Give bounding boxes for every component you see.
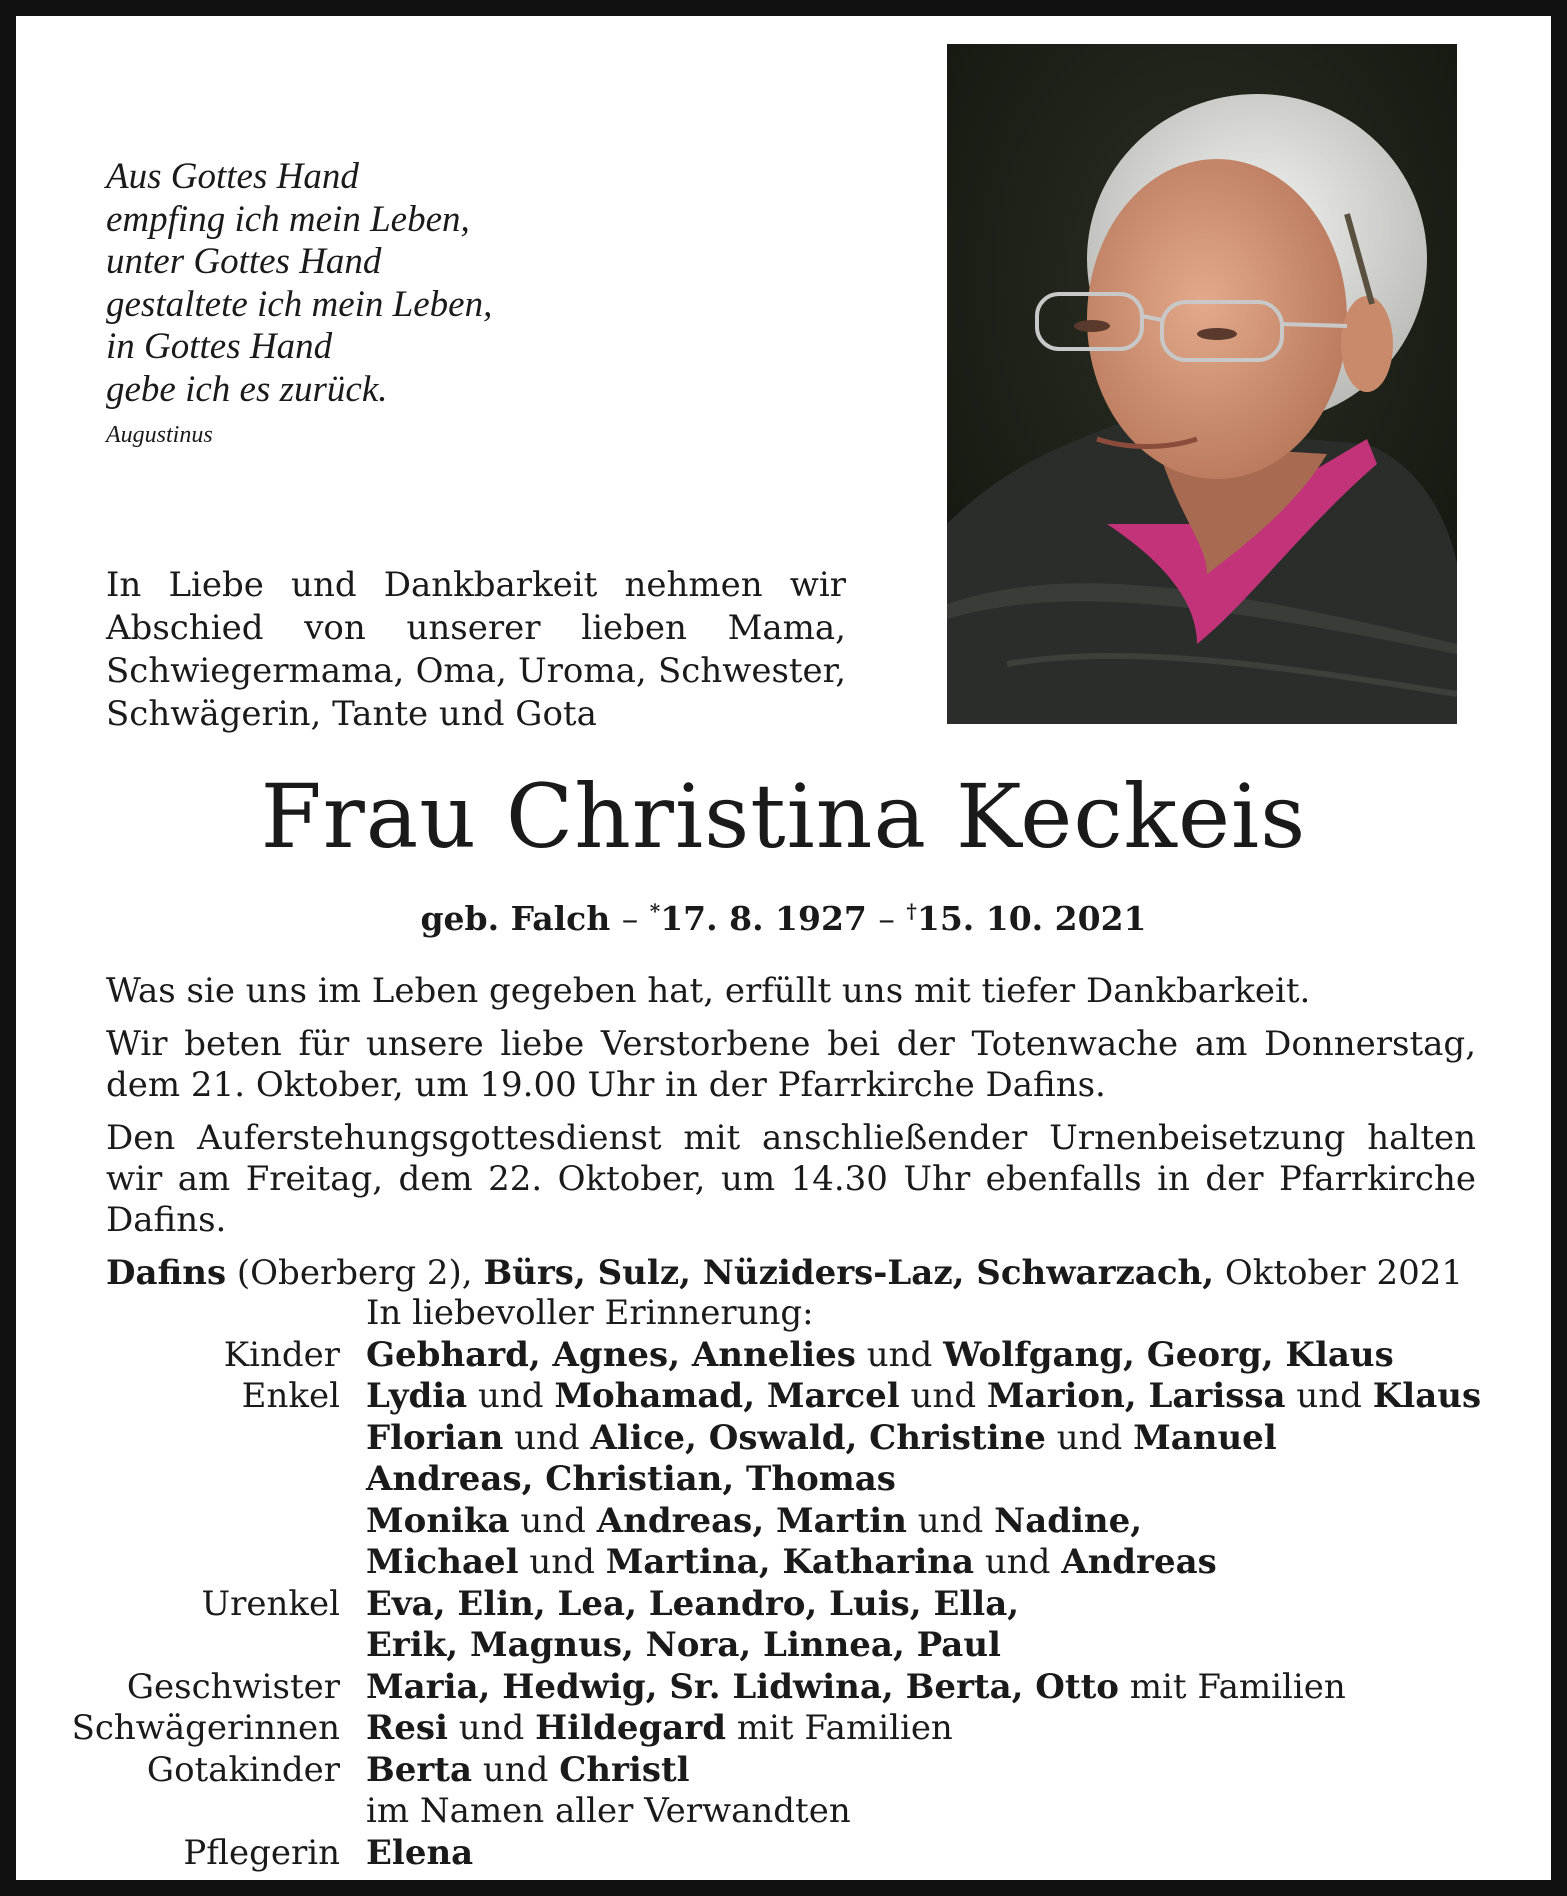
family-label: Enkel [241, 1376, 340, 1416]
quote-line: in Gottes Hand [106, 326, 333, 367]
bible-quote [106, 156, 666, 451]
family-names: Maria, Hedwig, Sr. Lidwina, Berta, Otto [366, 1666, 1119, 1707]
conjunction: und [529, 1542, 595, 1582]
family-names: Monika [366, 1500, 510, 1541]
family-names: Gebhard, Agnes, Annelies [366, 1334, 856, 1375]
family-names: Resi [366, 1708, 448, 1748]
place-address: (Oberberg 2), [236, 1253, 473, 1293]
conjunction: und [482, 1749, 549, 1790]
quote-line: gestaltete ich mein Leben, [106, 283, 493, 325]
conjunction: und [984, 1542, 1051, 1582]
quote-line: Aus Gottes Hand [106, 156, 359, 197]
family-names: Martina, Katharina [605, 1542, 974, 1582]
family-row-geschwister [66, 1667, 1506, 1709]
birth-date: 17. 8. 1927 [660, 899, 867, 938]
birth-symbol: * [649, 899, 661, 923]
conjunction: und [520, 1500, 586, 1541]
memory-row [66, 1293, 1506, 1335]
quote-line: gebe ich es zurück. [106, 368, 388, 410]
family-row-schwaegerinnen [66, 1708, 1506, 1750]
places-line [106, 1253, 1476, 1294]
family-list [66, 1293, 1506, 1874]
family-names: Christl [559, 1749, 690, 1790]
family-names: Hildegard [535, 1708, 726, 1748]
quote-line: unter Gottes Hand [106, 241, 382, 282]
conjunction: und [514, 1417, 580, 1458]
family-row-enkel-cont [66, 1418, 1506, 1460]
family-row-urenkel-cont [66, 1625, 1506, 1667]
conjunction: und [458, 1708, 525, 1748]
family-row-enkel [66, 1376, 1506, 1418]
family-note: mit Familien [1129, 1666, 1346, 1707]
family-names: Marion, Larissa [986, 1376, 1286, 1416]
farewell-intro: In Liebe und Dankbarkeit nehmen wir Abschied von unserer lieben Mama, Schwiegermama, Oma, Uroma, Schwester, Schwägerin, Tante und Gota [106, 565, 846, 734]
family-label: Kinder [223, 1334, 340, 1375]
obituary-body [106, 971, 1476, 1306]
family-row-enkel-cont [66, 1542, 1506, 1584]
family-label: Geschwister [126, 1666, 340, 1707]
conjunction: und [1056, 1417, 1123, 1458]
family-names: Michael [366, 1542, 519, 1582]
family-names: Elena [366, 1832, 474, 1873]
memory-text: In liebevoller Erinnerung: [366, 1293, 814, 1333]
death-symbol: † [906, 899, 917, 923]
family-names: Klaus [1372, 1376, 1482, 1416]
deceased-name: Frau Christina Keckeis [260, 765, 1307, 868]
family-row-kinder [66, 1335, 1506, 1377]
family-names: Wolfgang, Georg, Klaus [943, 1334, 1394, 1375]
family-names: Lydia [366, 1376, 468, 1416]
family-names: Florian [366, 1417, 504, 1458]
family-names: Erik, Magnus, Nora, Linnea, Paul [366, 1625, 1001, 1665]
family-label: Urenkel [201, 1583, 340, 1624]
family-note: mit Familien [736, 1708, 953, 1748]
maiden-name: geb. Falch [420, 899, 611, 938]
family-label: Schwägerinnen [71, 1708, 340, 1748]
wake-paragraph: Wir beten für unsere liebe Verstorbene bei der Totenwache am Donnerstag, dem 21. Oktober, um 19.00 Uhr in der Pfarrkirche Dafins. [106, 1024, 1476, 1105]
family-row-urenkel [66, 1584, 1506, 1626]
family-names: Andreas, Christian, Thomas [366, 1459, 896, 1499]
conjunction: und [910, 1376, 977, 1416]
family-label: Gotakinder [146, 1749, 340, 1790]
place-date: Oktober 2021 [1224, 1253, 1463, 1293]
family-label: Pflegerin [183, 1832, 340, 1873]
relatives-note: im Namen aller Verwandten [366, 1791, 851, 1831]
funeral-paragraph: Den Auferstehungsgottesdienst mit anschließender Urnenbeisetzung halten wir am Freitag, dem 22. Oktober, um 14.30 Uhr ebenfalls in der Pfarrkirche Dafins. [106, 1118, 1476, 1240]
quote-line: empfing ich mein Leben, [106, 198, 470, 240]
dash: – [878, 899, 895, 938]
conjunction: und [477, 1376, 544, 1416]
family-row-gotakinder [66, 1750, 1506, 1792]
dash: – [621, 899, 639, 938]
family-row-enkel-cont [66, 1501, 1506, 1543]
place-dafins: Dafins [106, 1253, 227, 1293]
family-names: Berta [366, 1749, 473, 1790]
life-dates [16, 890, 1551, 940]
family-names: Mohamad, Marcel [554, 1376, 900, 1416]
family-names: Manuel [1133, 1417, 1277, 1458]
family-row-pflegerin [66, 1833, 1506, 1875]
conjunction: und [1296, 1376, 1362, 1416]
family-row-verwandte [66, 1791, 1506, 1833]
portrait-photo [947, 44, 1457, 724]
family-row-enkel-cont [66, 1459, 1506, 1501]
family-names: Alice, Oswald, Christine [590, 1417, 1046, 1458]
family-names: Nadine, [994, 1500, 1143, 1541]
portrait-illustration [947, 44, 1457, 724]
death-date: 15. 10. 2021 [916, 899, 1147, 938]
quote-author: Augustinus [106, 422, 213, 448]
family-names: Andreas, Martin [596, 1500, 907, 1541]
gratitude-paragraph: Was sie uns im Leben gegeben hat, erfüllt uns mit tiefer Dankbarkeit. [106, 971, 1311, 1011]
family-names: Andreas [1061, 1542, 1217, 1582]
conjunction: und [917, 1500, 984, 1541]
place-others: Bürs, Sulz, Nüziders-Laz, Schwarzach, [483, 1253, 1215, 1293]
conjunction: und [866, 1334, 933, 1375]
family-names: Eva, Elin, Lea, Leandro, Luis, Ella, [366, 1583, 1020, 1624]
